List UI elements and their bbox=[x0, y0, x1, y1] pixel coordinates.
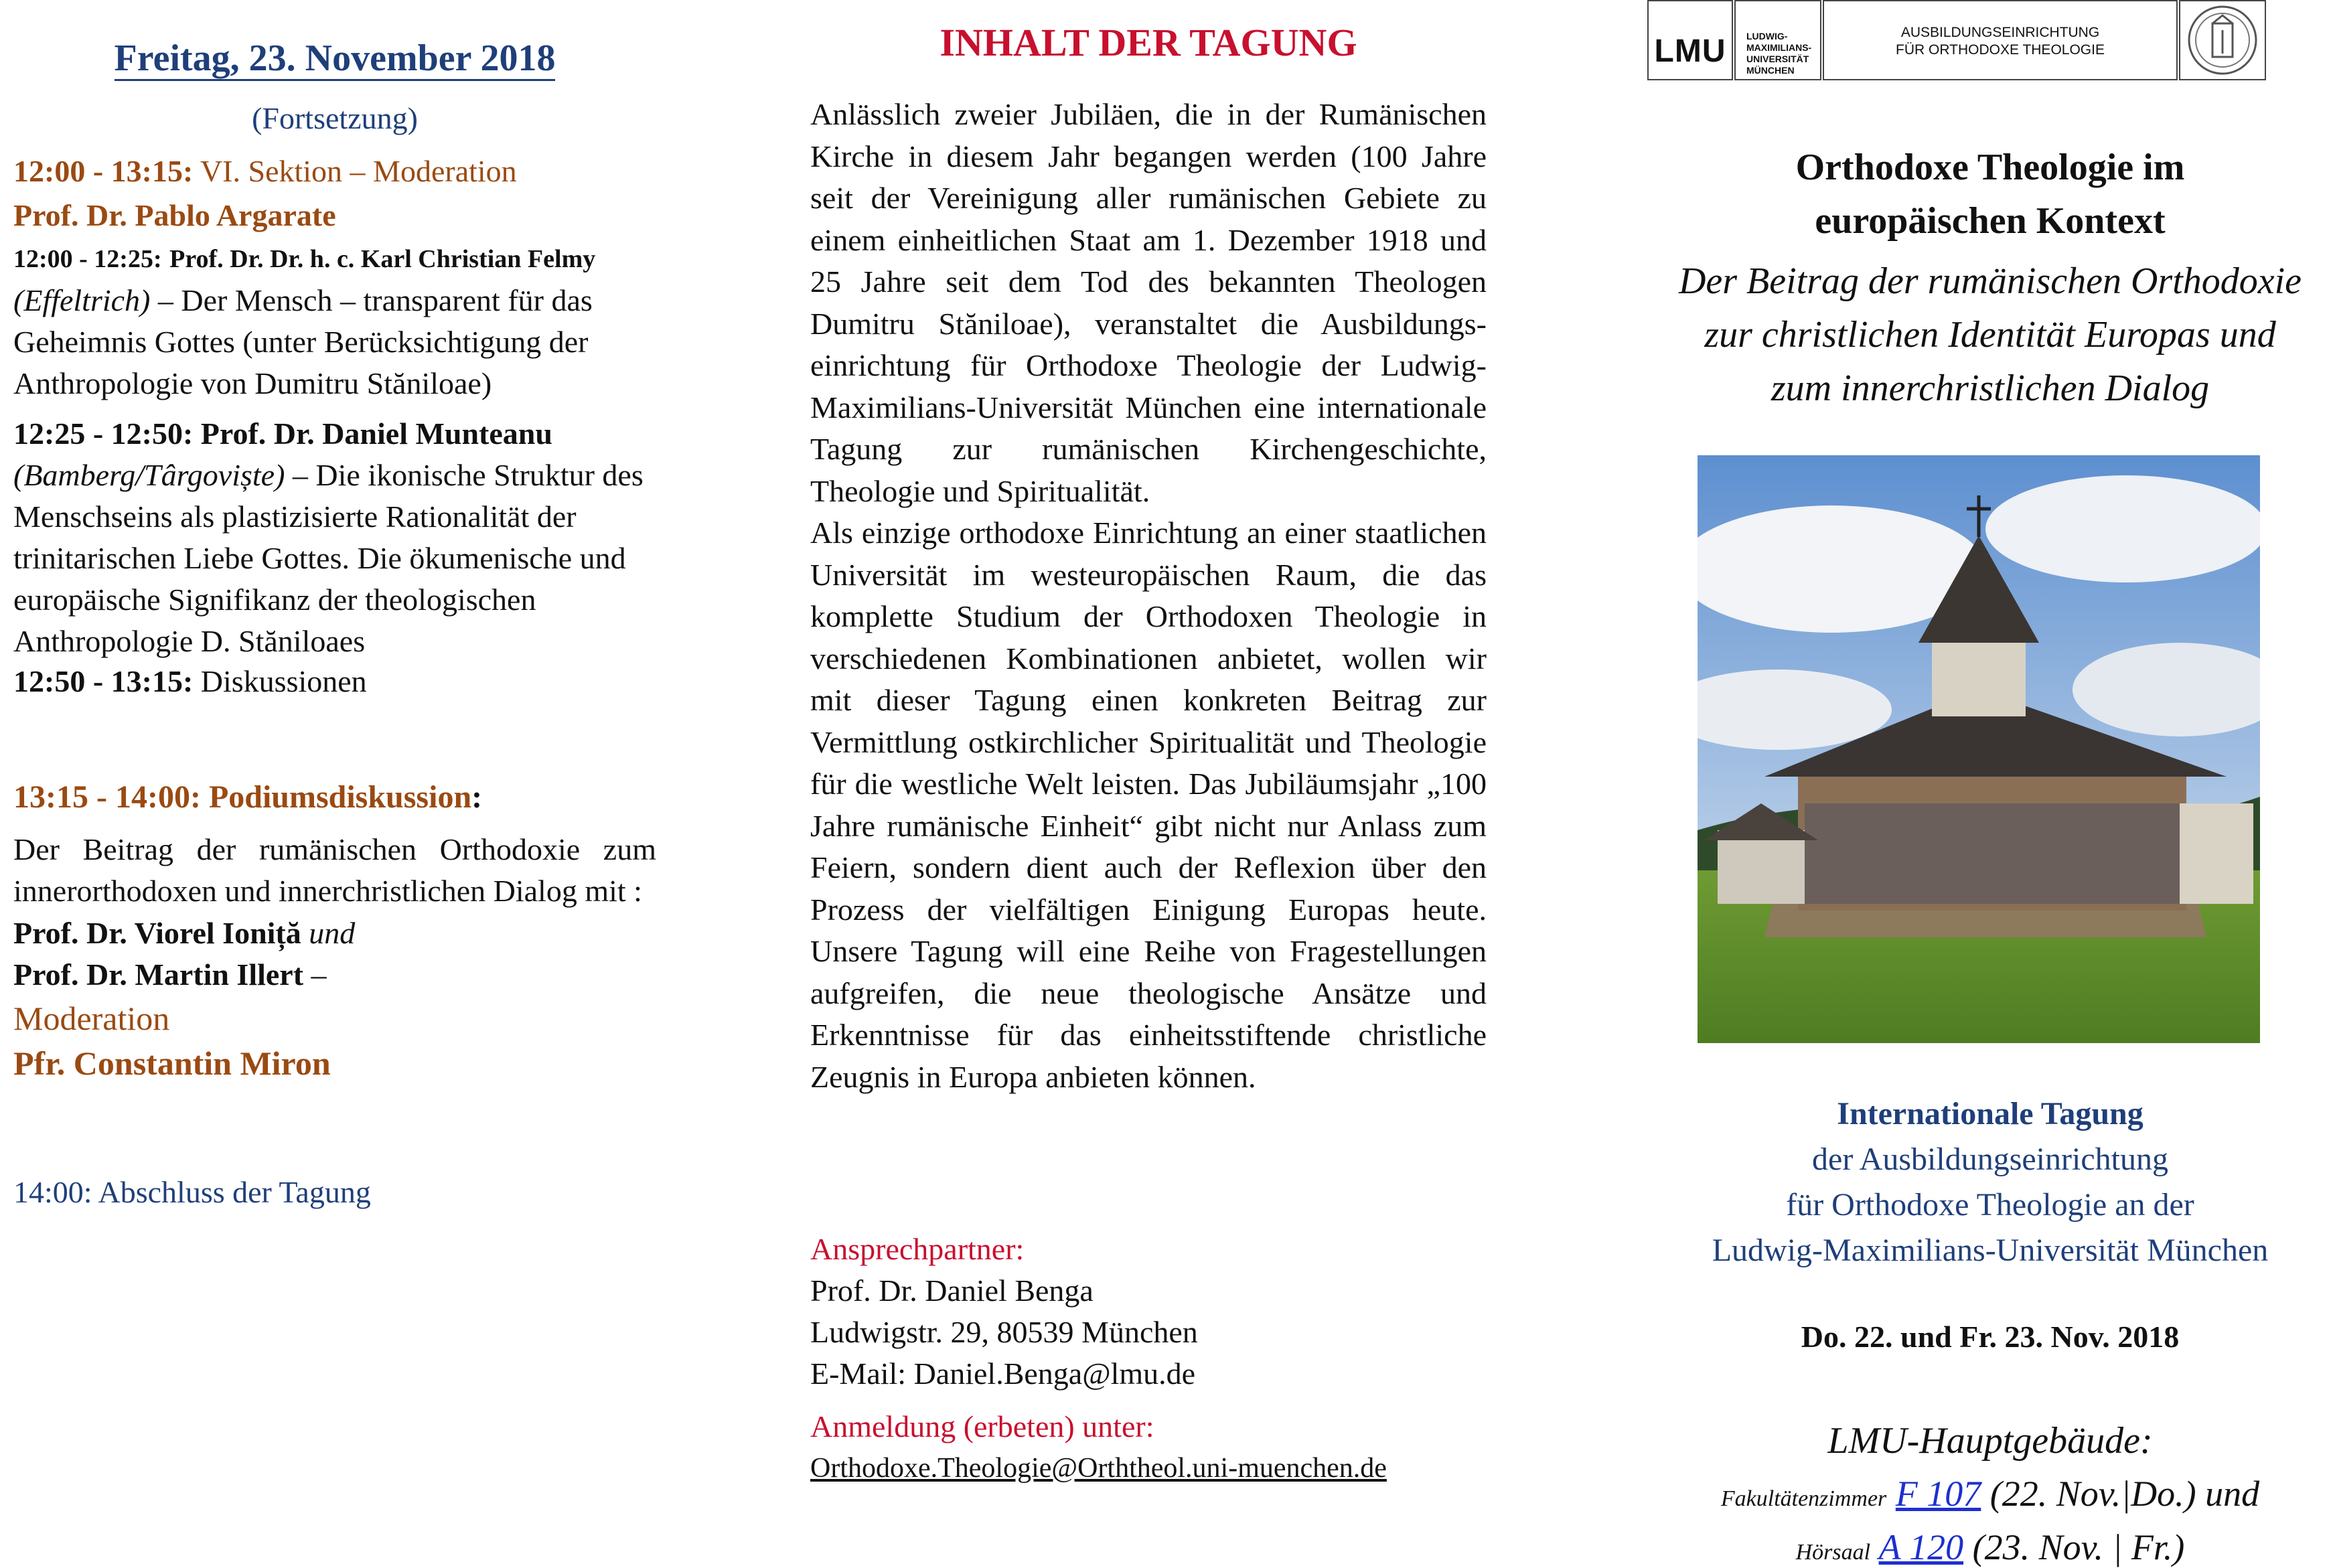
conference-dates: Do. 22. und Fr. 23. Nov. 2018 bbox=[1801, 1320, 2180, 1354]
content-paragraph-1: Anlässlich zweier Jubiläen, die in der Rumänischen Kirche in diesem Jahr begangen werden (100 Jahre seit der Vereinigung aller rumänischen Gebiete zu einem einheitlichen Staat am 1. Dezember 1918 und 25 Jahre seit dem Tod des bekannten Theologen Dumitru Stăniloae), veranstaltet die Ausbildungs-einrichtung für Orthodoxe Theologie der Ludwig-Maximilians-Universität München eine internationale Tagung zur rumänischen Kirchengeschichte, Theologie und Spiritualität. bbox=[810, 97, 1487, 508]
institute-logo: AUSBILDUNGSEINRICHTUNG FÜR ORTHODOXE THEOLOGIE bbox=[1823, 0, 2178, 80]
contact-label: Ansprechpartner: bbox=[810, 1232, 1025, 1266]
content-body bbox=[810, 94, 1487, 1098]
registration-label: Anmeldung (erbeten) unter: bbox=[810, 1409, 1154, 1443]
moderation-label: Moderation bbox=[13, 1000, 170, 1037]
program-column bbox=[13, 0, 656, 1567]
cover-column bbox=[1647, 0, 2333, 1567]
talk-1: 12:00 - 12:25: Prof. Dr. Dr. h. c. Karl Christian Felmy (Effeltrich) – Der Mensch – transparent für das Geheimnis Gottes (unter Berücksichtigung der Anthropologie von Dumitru Stăniloae) bbox=[13, 245, 596, 400]
podium-text: Der Beitrag der rumänischen Orthodoxie zum innerorthodoxen und innerchristlichen Dialog mit : bbox=[13, 832, 656, 908]
talk-2: 12:25 - 12:50: Prof. Dr. Daniel Munteanu (Bamberg/Târgoviște) – Die ikonische Struktur des Menschseins als plastizisierte Rationalität der trinitarischen Liebe Gottes. Die ökumenische und europäische Signifikanz der theologischen Anthropologie D. Stăniloaes bbox=[13, 416, 644, 658]
section-moderator: Prof. Dr. Pablo Argarate bbox=[13, 198, 336, 232]
contact-address: Ludwigstr. 29, 80539 München bbox=[810, 1315, 1198, 1349]
panelist-1: Prof. Dr. Viorel Ioniță und bbox=[13, 916, 356, 950]
content-paragraph-2: Als einzige orthodoxe Einrichtung an einer staatlichen Universität im westeuropäischen Raum, die das komplette Studium der Orthodoxen Theologie in verschiedenen Kombinationen anbietet, wollen wir mit dieser Tagung einen konkreten Beitrag zur Vermittlung ostkirchlicher Spiritualität und Theologie für die westliche Welt leisten. Das Jubiläumsjahr „100 Jahre rumänische Einheit“ gibt nicht nur Anlass zum Feiern, sondern dient auch der Reflexion über den Prozess der vielfältigen Einigung Europas heute. Unsere Tagung will eine Reihe von Fragestellungen aufgreifen, die neue theologische Ansätze und Erkenntnisse für das einheitsstiftende christliche Zeugnis in Europa anbieten können. bbox=[810, 516, 1487, 1094]
monastery-photo bbox=[1698, 455, 2260, 1043]
location-title: LMU-Hauptgebäude: bbox=[1827, 1420, 2153, 1462]
university-name-logo: LUDWIG- MAXIMILIANS- UNIVERSITÄT MÜNCHEN bbox=[1734, 0, 1821, 80]
podium-moderator: Pfr. Constantin Miron bbox=[13, 1044, 331, 1082]
podium-header: 13:15 - 14:00: Podiumsdiskussion: bbox=[13, 779, 483, 815]
section-header: 12:00 - 13:15: VI. Sektion – Moderation bbox=[13, 154, 517, 188]
content-column bbox=[810, 0, 1487, 1567]
location-room-2: Hörsaal A 120 (23. Nov. | Fr.) bbox=[1795, 1527, 2185, 1567]
room-link-a120[interactable]: A 120 bbox=[1878, 1527, 1964, 1567]
day-title: Freitag, 23. November 2018 bbox=[13, 37, 656, 80]
continuation-label: (Fortsetzung) bbox=[252, 101, 418, 135]
contact-name: Prof. Dr. Daniel Benga bbox=[810, 1273, 1094, 1308]
contact-email[interactable]: E-Mail: Daniel.Benga@lmu.de bbox=[810, 1356, 1196, 1391]
conference-info: Internationale Tagung der Ausbildungseinrichtung für Orthodoxe Theologie an der Ludwig-Maximilians-Universität München bbox=[1712, 1096, 2269, 1268]
panelist-2: Prof. Dr. Martin Illert – bbox=[13, 957, 327, 992]
closing-note: 14:00: Abschluss der Tagung bbox=[13, 1175, 371, 1209]
university-seal-icon bbox=[2179, 0, 2266, 80]
cover-heading: Orthodoxe Theologie im europäischen Kontext bbox=[1795, 147, 2185, 242]
cover-subtitle: Der Beitrag der rumänischen Orthodoxie zur christlichen Identität Europas und zum innerchristlichen Dialog bbox=[1678, 260, 2302, 409]
room-link-f107[interactable]: F 107 bbox=[1895, 1474, 1981, 1514]
location-room-1: Fakultätenzimmer F 107 (22. Nov.|Do.) und bbox=[1720, 1474, 2260, 1514]
discussion: 12:50 - 13:15: Diskussionen bbox=[13, 664, 367, 698]
registration-email-link[interactable]: Orthodoxe.Theologie@Orththeol.uni-muenchen.de bbox=[810, 1453, 1387, 1484]
lmu-logo: LMU bbox=[1647, 0, 1733, 80]
content-title: INHALT DER TAGUNG bbox=[939, 21, 1357, 64]
